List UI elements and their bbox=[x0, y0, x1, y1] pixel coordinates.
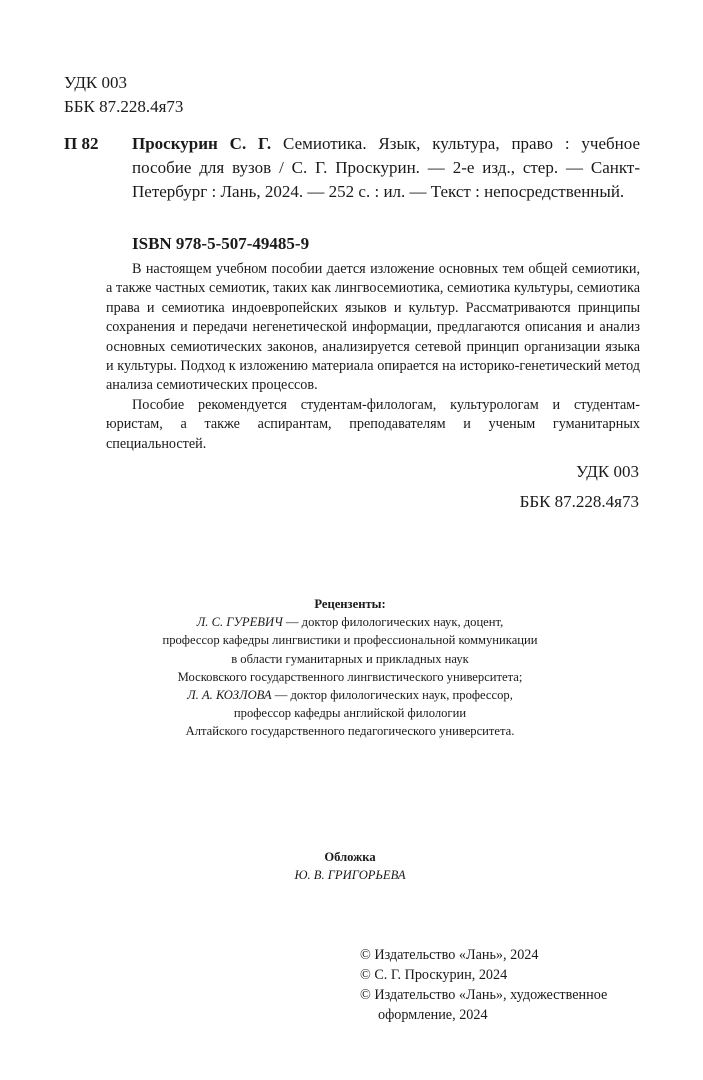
author-sign: П 82 bbox=[64, 134, 99, 153]
bibliographic-description: Семиотика. Язык, культура, право : учебное пособие для вузов / С. Г. Проскурин. — 2-е изд., стер. — Санкт-Петербург : Лань, 2024. — 252 с. : ил. — Текст : непосредственный. bbox=[132, 134, 641, 201]
udk-code: УДК 003 bbox=[64, 73, 128, 92]
reviewer-title: — доктор филологических наук, доцент, bbox=[282, 615, 504, 630]
reviewers-heading: Рецензенты: bbox=[314, 597, 386, 611]
copyright-line: © Издательство «Лань», художественное оформление, 2024 bbox=[360, 987, 608, 1023]
bbk-code: ББК 87.228.4я73 bbox=[519, 492, 639, 511]
classification-header bbox=[64, 71, 183, 119]
annotation-paragraph: В настоящем учебном пособии дается изложение основных тем общей семиотики, а также частных семиотик, таких как лингвосемиотика, семиотика культуры, семиотика права и семиотика индоевропейских языков и культур. Рассматриваются принципы сохранения и передачи негенетической информации, предлагаются описания и анализ основных семиотических законов, анализируется сетевой принцип организации языка и культуры. Подход к изложению материала опирается на историко-генетический метод анализа семиотических процессов. bbox=[106, 261, 640, 394]
reviewer-line: профессор кафедры английской филологии bbox=[233, 706, 467, 721]
isbn: ISBN 978-5-507-49485-9 bbox=[132, 234, 310, 253]
copyright-line: © С. Г. Проскурин, 2024 bbox=[360, 967, 508, 983]
bbk-code: ББК 87.228.4я73 bbox=[64, 97, 184, 116]
reviewer-name: Л. С. ГУРЕВИЧ bbox=[196, 615, 283, 630]
reviewer-line bbox=[100, 686, 600, 704]
udk-code: УДК 003 bbox=[575, 462, 639, 481]
reviewer-line: Московского государственного лингвистического университета; bbox=[177, 669, 523, 684]
copyright-line: © Издательство «Лань», 2024 bbox=[360, 947, 539, 963]
annotation bbox=[106, 260, 640, 454]
cover-heading: Обложка bbox=[324, 850, 376, 864]
copyright-block bbox=[360, 945, 650, 1025]
reviewer-title: — доктор филологических наук, профессор, bbox=[271, 688, 513, 703]
cover-credit bbox=[100, 848, 600, 884]
reviewer-name: Л. А. КОЗЛОВА bbox=[187, 688, 272, 703]
annotation-paragraph: Пособие рекомендуется студентам-филологам, культурологам и студентам-юристам, а также аспирантам, преподавателям и ученым гуманитарных специальностей. bbox=[106, 396, 640, 452]
bibliographic-record bbox=[132, 132, 640, 204]
reviewer-line: профессор кафедры лингвистики и профессиональной коммуникации bbox=[162, 633, 538, 648]
classification-footer bbox=[520, 457, 639, 517]
reviewers-block bbox=[100, 595, 600, 741]
cover-designer-name: Ю. В. ГРИГОРЬЕВА bbox=[294, 868, 406, 882]
reviewer-line bbox=[100, 613, 600, 631]
author-name: Проскурин С. Г. bbox=[132, 134, 272, 153]
reviewer-line: Алтайского государственного педагогического университета. bbox=[185, 724, 515, 739]
reviewer-line: в области гуманитарных и прикладных наук bbox=[231, 651, 469, 666]
